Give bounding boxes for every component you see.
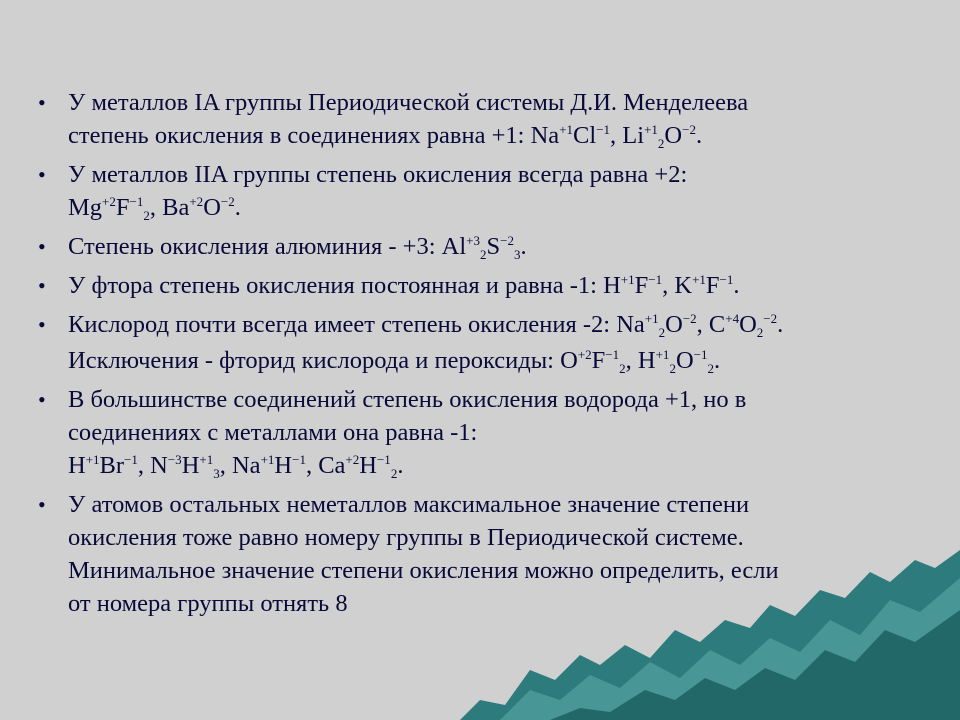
bullet-dot: • — [38, 162, 46, 187]
formula-line: $H^{+1}Br^{-1}$, $N^{-3}H^{+1}_3$, $Na^{+1}H^{-1}$, $Ca^{+2}H^{-1}_2$. — [68, 452, 404, 481]
bullet-item — [38, 308, 928, 341]
bullet-item — [38, 383, 928, 482]
bullet-dot: • — [38, 492, 46, 517]
formula-line: $Mg^{+2}F^{-1}_2$, $Ba^{+2}O^{-2}$. — [68, 194, 241, 223]
text-line: У атомов остальных неметаллов максимальное значение степени — [68, 491, 750, 518]
exceptions-line: Исключения - фторид кислорода и пероксиды: $O^{+2}F^{-1}_2$, $H^{+1}_2O^{-1}_2$. — [68, 347, 721, 376]
bullet-item — [38, 488, 928, 620]
bullet-item — [38, 269, 928, 302]
slide-content — [38, 86, 928, 626]
bullet-item — [38, 158, 928, 224]
text-line: Кислород почти всегда имеет степень окисления -2: $Na^{+1}_2O^{-2}$, $C^{+4}O_2^{-2}$. — [68, 311, 784, 340]
text-line: окисления тоже равно номеру группы в Периодической системе. — [68, 524, 744, 551]
bullet-dot: • — [38, 387, 46, 412]
text-line: Минимальное значение степени окисления можно определить, если — [68, 557, 779, 584]
bullet-item — [38, 86, 928, 152]
text-line: У фтора степень окисления постоянная и равна -1: $H^{+1}F^{-1}$, $K^{+1}F^{-1}$. — [68, 272, 740, 299]
bullet-dot: • — [38, 312, 46, 337]
bullet-dot: • — [38, 234, 46, 259]
text-line: Степень окисления алюминия - +3: $Al^{+3}_2S^{-2}_3$. — [68, 233, 527, 262]
text-line: степень окисления в соединениях равна +1: $Na^{+1}Cl^{-1}$, $Li^{+1}_2O^{-2}$. — [68, 122, 703, 151]
bullet-dot: • — [38, 273, 46, 298]
text-line: от номера группы отнять 8 — [68, 590, 348, 617]
bullet-dot: • — [38, 90, 46, 115]
text-line: В большинстве соединений степень окисления водорода +1, но в — [68, 386, 747, 413]
text-line: соединениях с металлами она равна -1: — [68, 419, 478, 446]
bullet-item — [38, 230, 928, 263]
text-line: У металлов IIA группы степень окисления всегда равна +2: — [68, 161, 688, 188]
text-line: У металлов IA группы Периодической системы Д.И. Менделеева — [68, 89, 749, 116]
